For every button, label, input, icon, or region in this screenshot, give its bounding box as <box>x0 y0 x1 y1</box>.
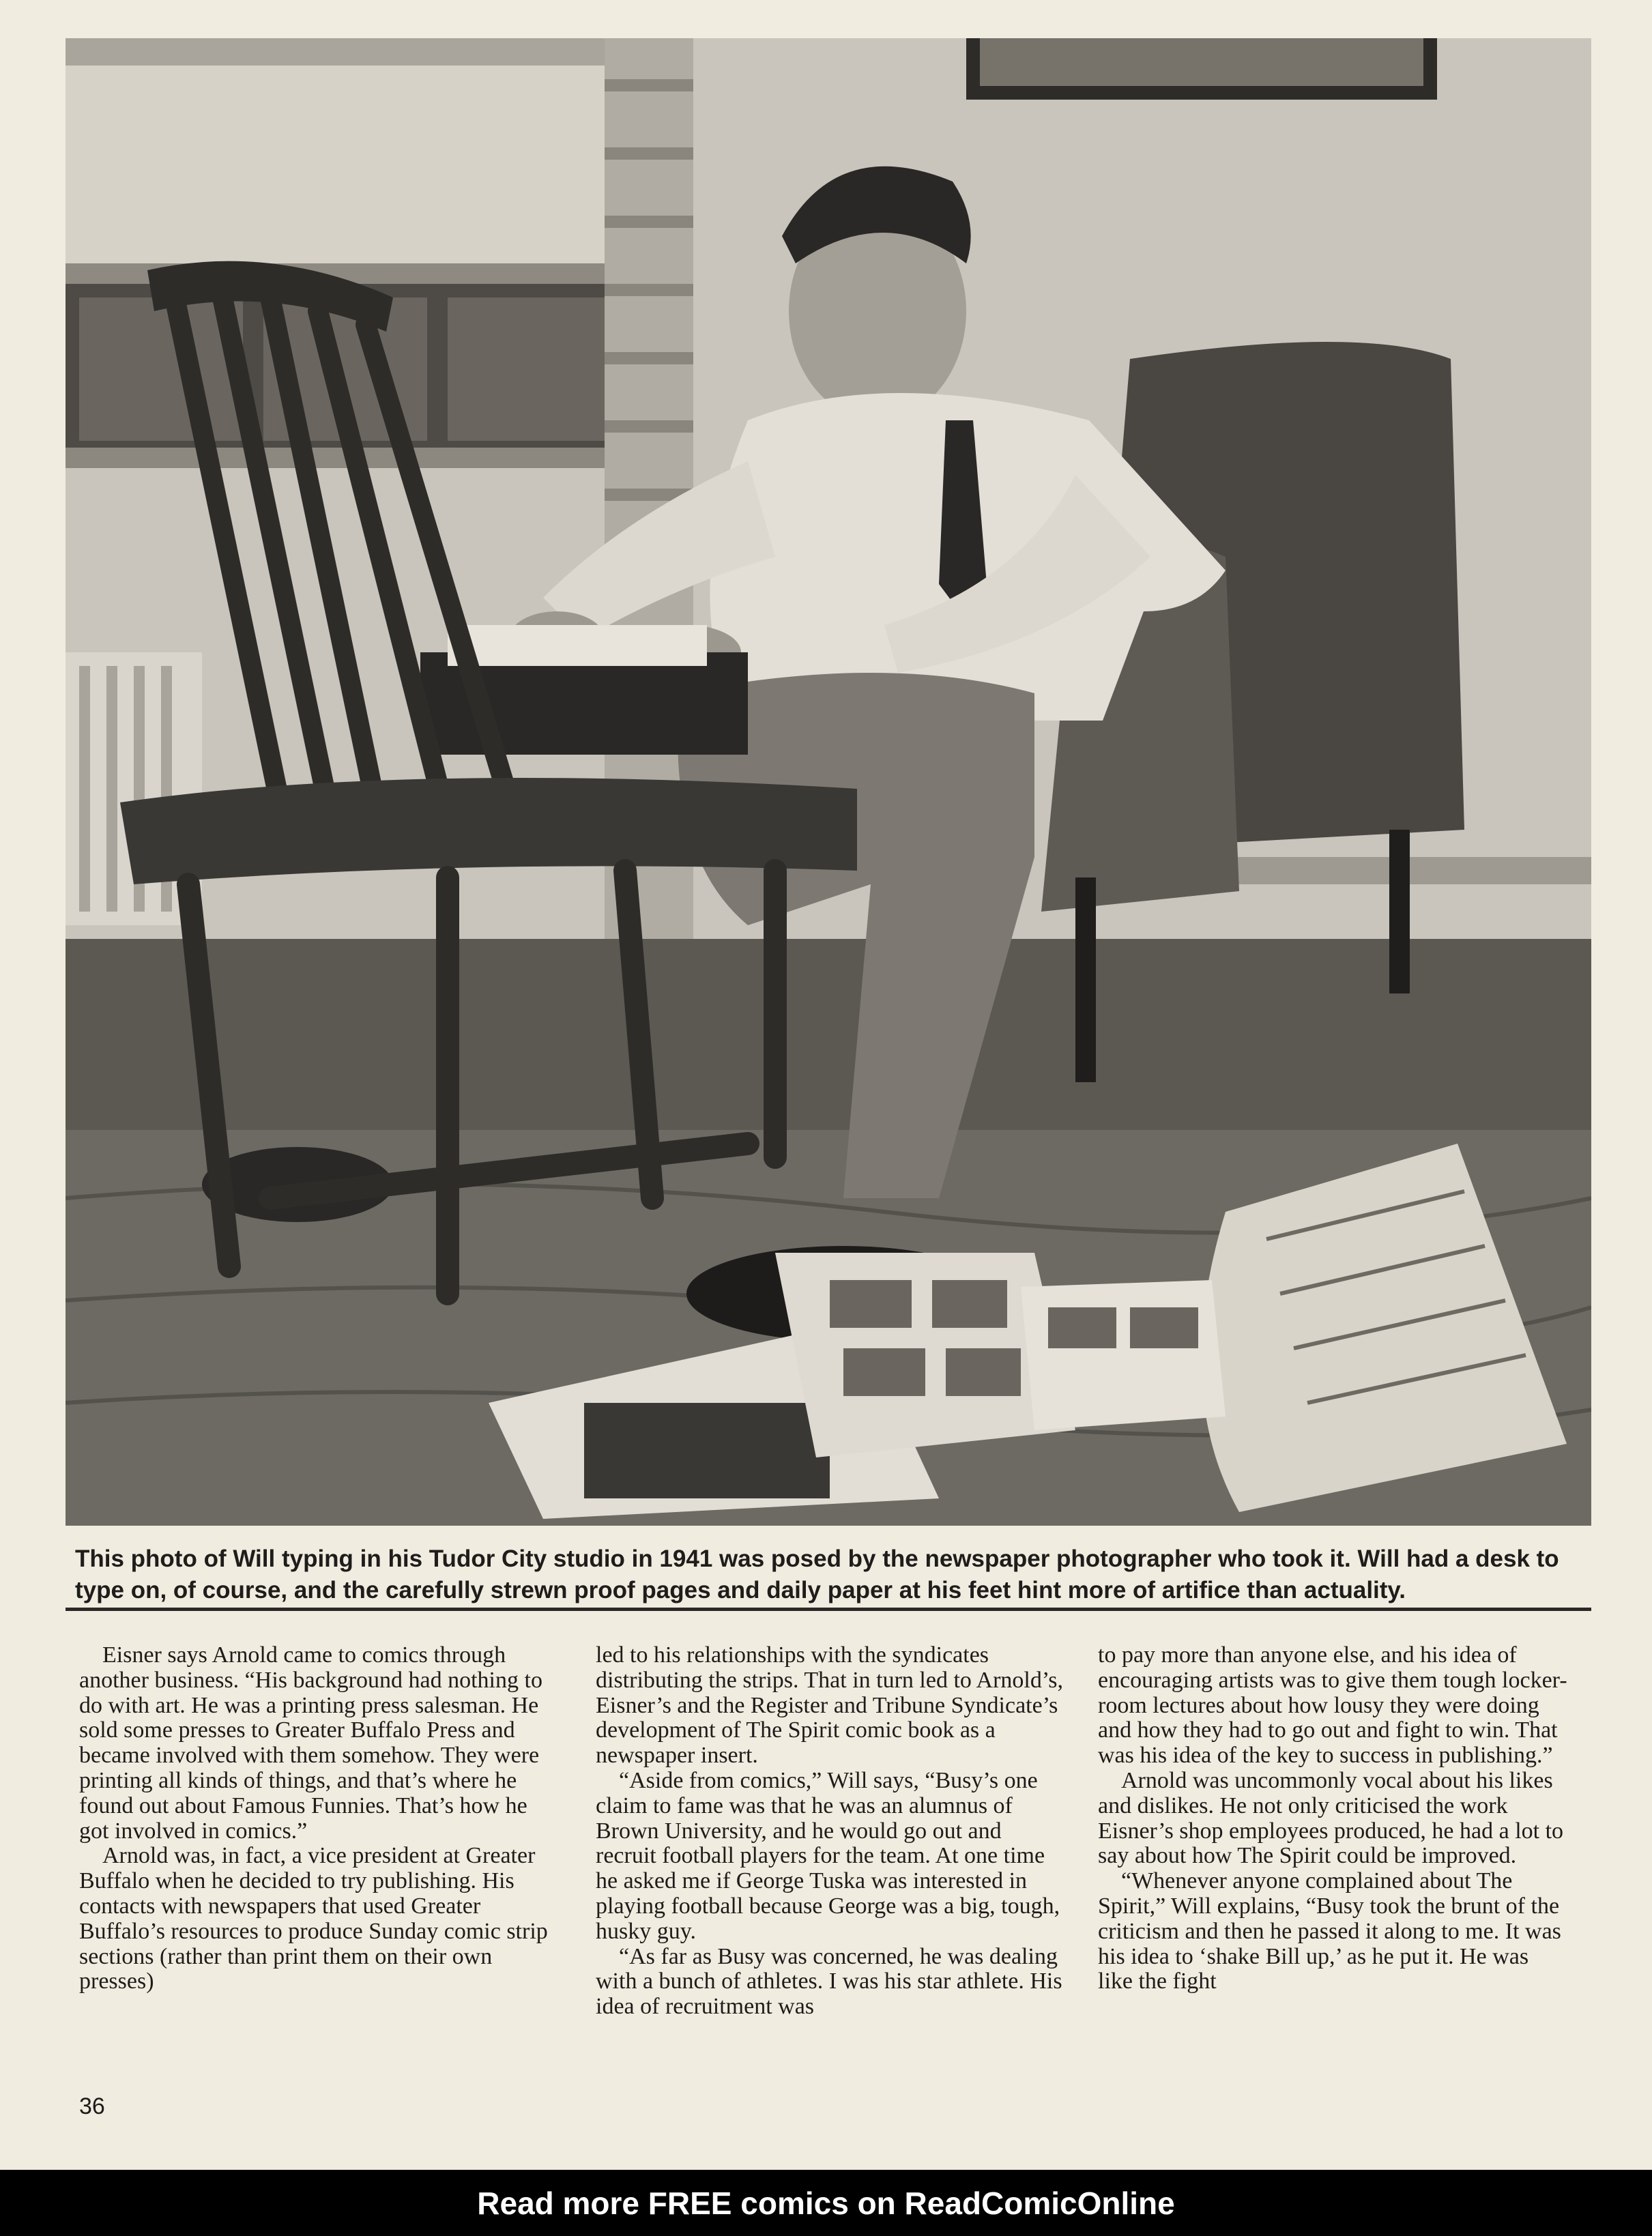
text-column-3 <box>1098 1643 1569 1994</box>
paragraph: to pay more than anyone else, and his idea of encouraging artists was to give them tough locker-room lectures about how lousy they were doing and how they had to go out and fight to win. That was his idea of the key to success in publishing.” <box>1098 1642 1567 1769</box>
caption-divider <box>66 1608 1591 1611</box>
page-number: 36 <box>79 2093 105 2119</box>
paragraph: “As far as Busy was concerned, he was dealing with a bunch of athletes. I was his star athlete. His idea of recruitment was <box>596 1943 1062 2020</box>
footer-link-text[interactable]: Read more FREE comics on ReadComicOnline <box>477 2185 1175 2221</box>
photo-will-typing <box>66 38 1591 1526</box>
text-column-2 <box>596 1643 1067 2020</box>
paragraph: “Whenever anyone complained about The Spirit,” Will explains, “Busy took the brunt of the criticism and then he passed it along to me. It was his idea to ‘shake Bill up,’ as he put it. He was like the fight <box>1098 1868 1561 1994</box>
paragraph: “Aside from comics,” Will says, “Busy’s one claim to fame was that he was an alumnus of Brown University, and he would go out and recruit football players for the team. At one time he asked me if George Tuska was interested in playing football because George was a big, tough, husky guy. <box>596 1767 1060 1944</box>
photo-caption: This photo of Will typing in his Tudor City studio in 1941 was posed by the newspaper photographer who took it. Will had a desk to type on, of course, and the carefully strewn proof pages and daily paper at his feet hint more of artifice than actuality. <box>75 1545 1559 1603</box>
text-column-1 <box>79 1643 550 1994</box>
paragraph: Eisner says Arnold came to comics through another business. “His background had nothing to do with art. He was a printing press salesman. He sold some presses to Greater Buffalo Press and became involved with them somehow. They were printing all kinds of things, and that’s where he found out about Famous Funnies. That’s how he got involved in comics.” <box>79 1642 542 1844</box>
footer-banner[interactable] <box>0 2170 1652 2236</box>
paragraph: Arnold was uncommonly vocal about his likes and dislikes. He not only criticised the work Eisner’s shop employees produced, he had a lot to say about how The Spirit could be improved. <box>1098 1767 1564 1869</box>
paragraph: led to his relationships with the syndicates distributing the strips. That in turn led to Arnold’s, Eisner’s and the Register and Tribune Syndicate’s development of The Spirit comic book as a newspaper insert. <box>596 1642 1064 1769</box>
paragraph: Arnold was, in fact, a vice president at Greater Buffalo when he decided to try publishing. His contacts with newspapers that used Greater Buffalo’s resources to produce Sunday comic strip sections (rather than print them on their own presses) <box>79 1843 548 1994</box>
photo-will-typing-icon <box>66 38 1591 1526</box>
